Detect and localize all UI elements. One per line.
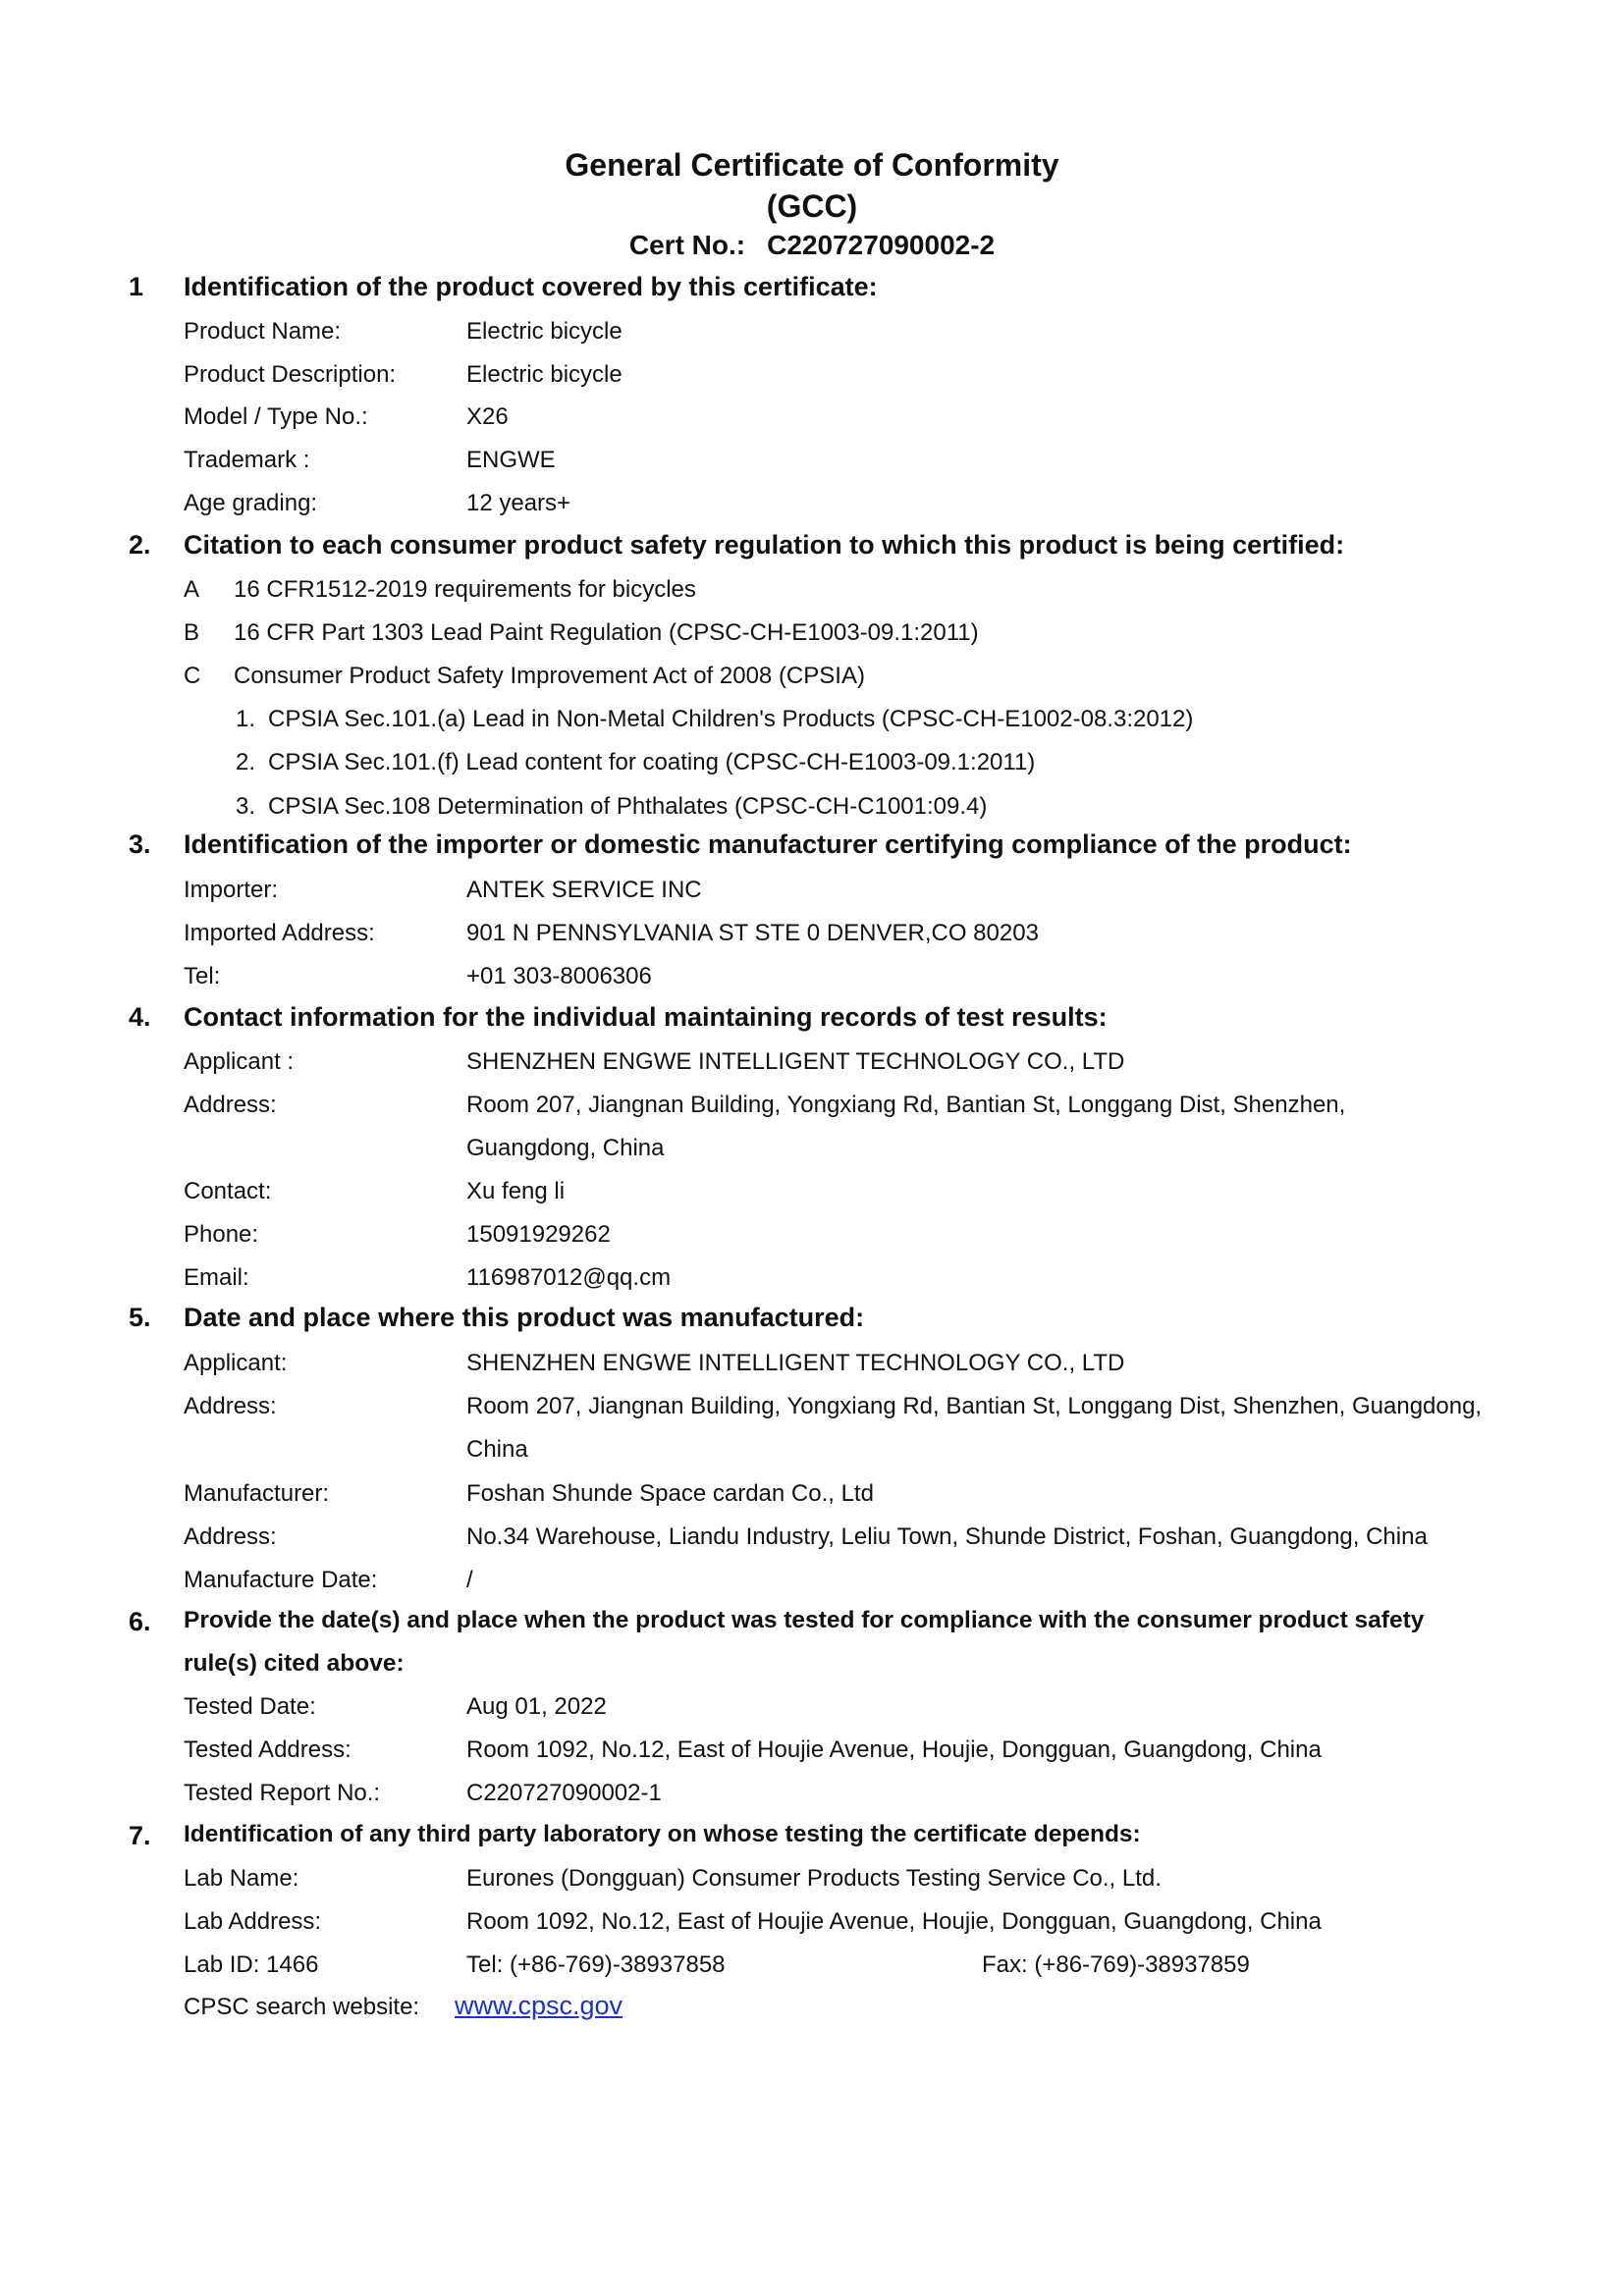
field-label: Phone: [184, 1221, 259, 1248]
field-row [0, 1567, 1624, 1606]
subitem-text: CPSIA Sec.108 Determination of Phthalates (CPSC-CH-C1001:09.4) [268, 793, 988, 820]
section-number: 5. [129, 1303, 151, 1332]
field-row [0, 1865, 1624, 1904]
subitem-text: CPSIA Sec.101.(f) Lead content for coating (CPSC-CH-E1003-09.1:2011) [268, 749, 1036, 775]
field-row [0, 1908, 1624, 1948]
field-value: ANTEK SERVICE INC [466, 877, 702, 903]
citation-subitem [0, 706, 1624, 745]
field-value: / [466, 1567, 473, 1593]
document-title: General Certificate of Conformity [565, 147, 1059, 183]
section-number: 4. [129, 1002, 151, 1032]
field-value: ENGWE [466, 447, 556, 473]
field-row [0, 963, 1624, 1002]
citation-text: 16 CFR1512-2019 requirements for bicycles [234, 576, 696, 603]
citation-letter: C [184, 663, 201, 689]
field-value: SHENZHEN ENGWE INTELLIGENT TECHNOLOGY CO., LTD [466, 1048, 1125, 1075]
lab-id: Lab ID: 1466 [184, 1951, 319, 1978]
section-title: Date and place where this product was manufactured: [184, 1303, 865, 1332]
field-value: 12 years+ [466, 490, 571, 516]
field-value: Foshan Shunde Space cardan Co., Ltd [466, 1480, 874, 1507]
section-title: rule(s) cited above: [184, 1650, 405, 1677]
field-value: X26 [466, 403, 509, 430]
field-value: Room 1092, No.12, East of Houjie Avenue, Houjie, Dongguan, Guangdong, China [466, 1736, 1322, 1763]
citation-text: Consumer Product Safety Improvement Act of 2008 (CPSIA) [234, 663, 865, 689]
field-row [0, 1693, 1624, 1733]
field-label: Tested Report No.: [184, 1780, 381, 1806]
field-value: Room 207, Jiangnan Building, Yongxiang Rd, Bantian St, Longgang Dist, Shenzhen, [466, 1092, 1346, 1118]
field-row-continuation [0, 1135, 1624, 1174]
field-label: Trademark : [184, 447, 310, 473]
field-row [0, 1393, 1624, 1432]
lab-contact-row [0, 1951, 1624, 1991]
field-label: Product Name: [184, 318, 342, 345]
field-value: Eurones (Dongguan) Consumer Products Testing Service Co., Ltd. [466, 1865, 1162, 1892]
cpsc-website-row [0, 1991, 1624, 2033]
field-value: 15091929262 [466, 1221, 611, 1248]
field-value: SHENZHEN ENGWE INTELLIGENT TECHNOLOGY CO., LTD [466, 1350, 1125, 1376]
section-number: 7. [129, 1821, 151, 1850]
field-value: China [466, 1436, 528, 1463]
section-number: 2. [129, 530, 151, 560]
section-title: Identification of the product covered by this certificate: [184, 272, 878, 301]
section-title: Provide the date(s) and place when the product was tested for compliance with the consumer product safety [184, 1607, 1425, 1633]
field-label: Manufacture Date: [184, 1567, 378, 1593]
citation-item [0, 663, 1624, 702]
field-value: C220727090002-1 [466, 1780, 662, 1806]
subitem-number: 2. [236, 749, 256, 775]
field-value: +01 303-8006306 [466, 963, 652, 989]
citation-subitem [0, 749, 1624, 788]
section-5-heading [0, 1303, 1624, 1342]
field-label: Contact: [184, 1178, 272, 1204]
field-row [0, 490, 1624, 529]
field-label: Tested Address: [184, 1736, 352, 1763]
citation-item [0, 619, 1624, 659]
field-row [0, 1736, 1624, 1776]
field-row [0, 1178, 1624, 1217]
section-number: 3. [129, 829, 151, 859]
citation-letter: B [184, 619, 200, 646]
section-6-heading-continuation [0, 1650, 1624, 1689]
field-label: Manufacturer: [184, 1480, 330, 1507]
cert-number-line [0, 230, 1624, 261]
field-row [0, 1221, 1624, 1260]
section-6-heading [0, 1607, 1624, 1646]
subitem-number: 3. [236, 793, 256, 820]
citation-text: 16 CFR Part 1303 Lead Paint Regulation (CPSC-CH-E1003-09.1:2011) [234, 619, 979, 646]
section-number: 6. [129, 1607, 151, 1636]
field-label: Address: [184, 1393, 277, 1419]
field-value: Room 1092, No.12, East of Houjie Avenue, Houjie, Dongguan, Guangdong, China [466, 1908, 1322, 1935]
field-row [0, 1523, 1624, 1563]
section-7-heading [0, 1821, 1624, 1860]
field-value: Xu feng li [466, 1178, 566, 1204]
field-row [0, 361, 1624, 400]
field-row [0, 1480, 1624, 1520]
field-row [0, 1350, 1624, 1389]
field-row [0, 318, 1624, 357]
section-2-heading [0, 530, 1624, 569]
citation-letter: A [184, 576, 200, 603]
field-label: Tel: [184, 963, 221, 989]
field-label: Lab Name: [184, 1865, 299, 1892]
field-label: Model / Type No.: [184, 403, 368, 430]
field-row [0, 1780, 1624, 1819]
field-row [0, 1264, 1624, 1304]
field-value: Guangdong, China [466, 1135, 665, 1161]
subitem-number: 1. [236, 706, 256, 732]
field-value: No.34 Warehouse, Liandu Industry, Leliu Town, Shunde District, Foshan, Guangdong, China [466, 1523, 1428, 1550]
field-label: Applicant: [184, 1350, 288, 1376]
field-label: Address: [184, 1523, 277, 1550]
field-label: Imported Address: [184, 920, 375, 946]
cpsc-website-label: CPSC search website: [184, 1994, 420, 2020]
section-title: Contact information for the individual maintaining records of test results: [184, 1002, 1108, 1032]
cert-number-value: C220727090002-2 [767, 230, 996, 260]
cpsc-website-link[interactable]: www.cpsc.gov [455, 1991, 623, 2020]
section-4-heading [0, 1002, 1624, 1041]
field-row [0, 877, 1624, 916]
field-row [0, 920, 1624, 959]
citation-item [0, 576, 1624, 615]
subitem-text: CPSIA Sec.101.(a) Lead in Non-Metal Children's Products (CPSC-CH-E1002-08.3:2012) [268, 706, 1194, 732]
field-label: Address: [184, 1092, 277, 1118]
section-title: Identification of the importer or domestic manufacturer certifying compliance of the product: [184, 829, 1352, 859]
field-row [0, 403, 1624, 443]
document-subtitle: (GCC) [766, 188, 858, 224]
field-value: Aug 01, 2022 [466, 1693, 607, 1720]
field-row [0, 1048, 1624, 1088]
field-value: Electric bicycle [466, 361, 623, 388]
field-label: Lab Address: [184, 1908, 322, 1935]
field-label: Tested Date: [184, 1693, 316, 1720]
section-number: 1 [129, 272, 144, 301]
section-3-heading [0, 829, 1624, 869]
lab-tel: Tel: (+86-769)-38937858 [466, 1951, 726, 1978]
lab-fax: Fax: (+86-769)-38937859 [982, 1951, 1250, 1978]
field-label: Age grading: [184, 490, 318, 516]
field-value: 116987012@qq.cm [466, 1264, 672, 1291]
section-title: Citation to each consumer product safety regulation to which this product is being certified: [184, 530, 1345, 560]
field-value: 901 N PENNSYLVANIA ST STE 0 DENVER,CO 80203 [466, 920, 1039, 946]
field-row [0, 1092, 1624, 1131]
field-row [0, 447, 1624, 486]
field-value: Room 207, Jiangnan Building, Yongxiang Rd, Bantian St, Longgang Dist, Shenzhen, Guangdong, [466, 1393, 1483, 1419]
citation-subitem [0, 793, 1624, 832]
field-label: Applicant : [184, 1048, 295, 1075]
field-label: Importer: [184, 877, 279, 903]
field-label: Product Description: [184, 361, 397, 388]
section-1-heading [0, 272, 1624, 311]
cert-number-label: Cert No.: [628, 230, 746, 260]
section-title: Identification of any third party laboratory on whose testing the certificate depends: [184, 1821, 1141, 1847]
field-value: Electric bicycle [466, 318, 623, 345]
field-label: Email: [184, 1264, 249, 1291]
field-row-continuation [0, 1436, 1624, 1475]
